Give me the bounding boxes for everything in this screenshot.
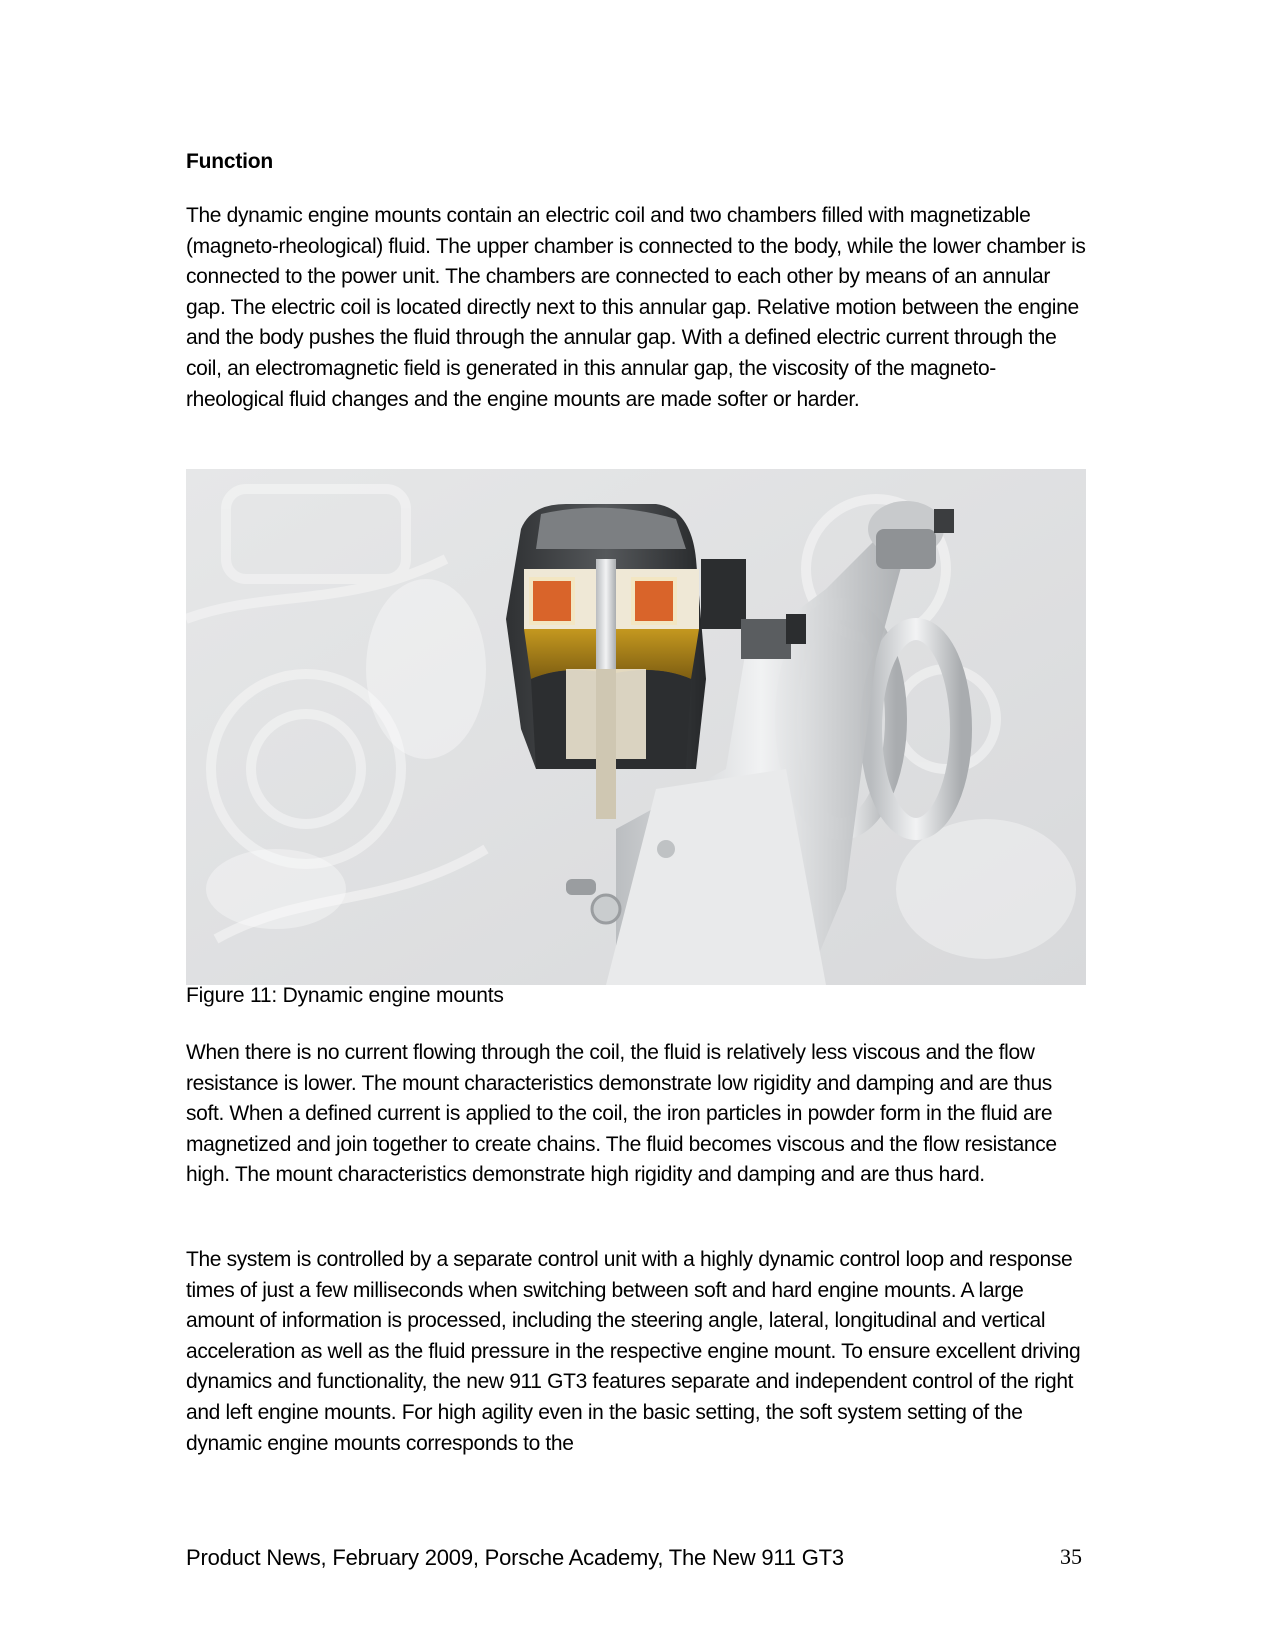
section-heading: Function	[186, 150, 274, 173]
paragraph-soft-hard-characteristics: When there is no current flowing through the coil, the fluid is relatively less viscous and the flow resistance is lower. The mount characteristics demonstrate low rigidity and damping and are thus soft. When a defined current is applied to the coil, the iron particles in powder form in the fluid are magnetized and join together to create chains. The fluid becomes viscous and the flow resistance high. The mount characteristics demonstrate high rigidity and damping and are thus hard.	[186, 1041, 1057, 1187]
page-number: 35	[1060, 1544, 1082, 1569]
paragraph-function-description: The dynamic engine mounts contain an electric coil and two chambers filled with magnetizable (magneto-rheological) fluid. The upper chamber is connected to the body, while the lower chamber is connected to the power unit. The chambers are connected to each other by means of an annular gap. The electric coil is located directly next to this annular gap. Relative motion between the engine and the body pushes the fluid through the annular gap. With a defined electric current through the coil, an electromagnetic field is generated in this annular gap, the viscosity of the magneto-rheological fluid changes and the engine mounts are made softer or harder.	[186, 204, 1086, 411]
page-footer-text: Product News, February 2009, Porsche Academy, The New 911 GT3	[186, 1545, 844, 1570]
paragraph-control-system: The system is controlled by a separate control unit with a highly dynamic control loop and response times of just a few milliseconds when switching between soft and hard engine mounts. A large amount of information is processed, including the steering angle, lateral, longitudinal and vertical acceleration as well as the fluid pressure in the respective engine mount. To ensure excellent driving dynamics and functionality, the new 911 GT3 features separate and independent control of the right and left engine mounts. For high agility even in the basic setting, the soft system setting of the dynamic engine mounts corresponds to the	[186, 1248, 1081, 1455]
figure-dynamic-engine-mount	[186, 469, 1086, 985]
figure-caption: Figure 11: Dynamic engine mounts	[186, 984, 504, 1007]
engine-mount-illustration	[186, 469, 1086, 985]
